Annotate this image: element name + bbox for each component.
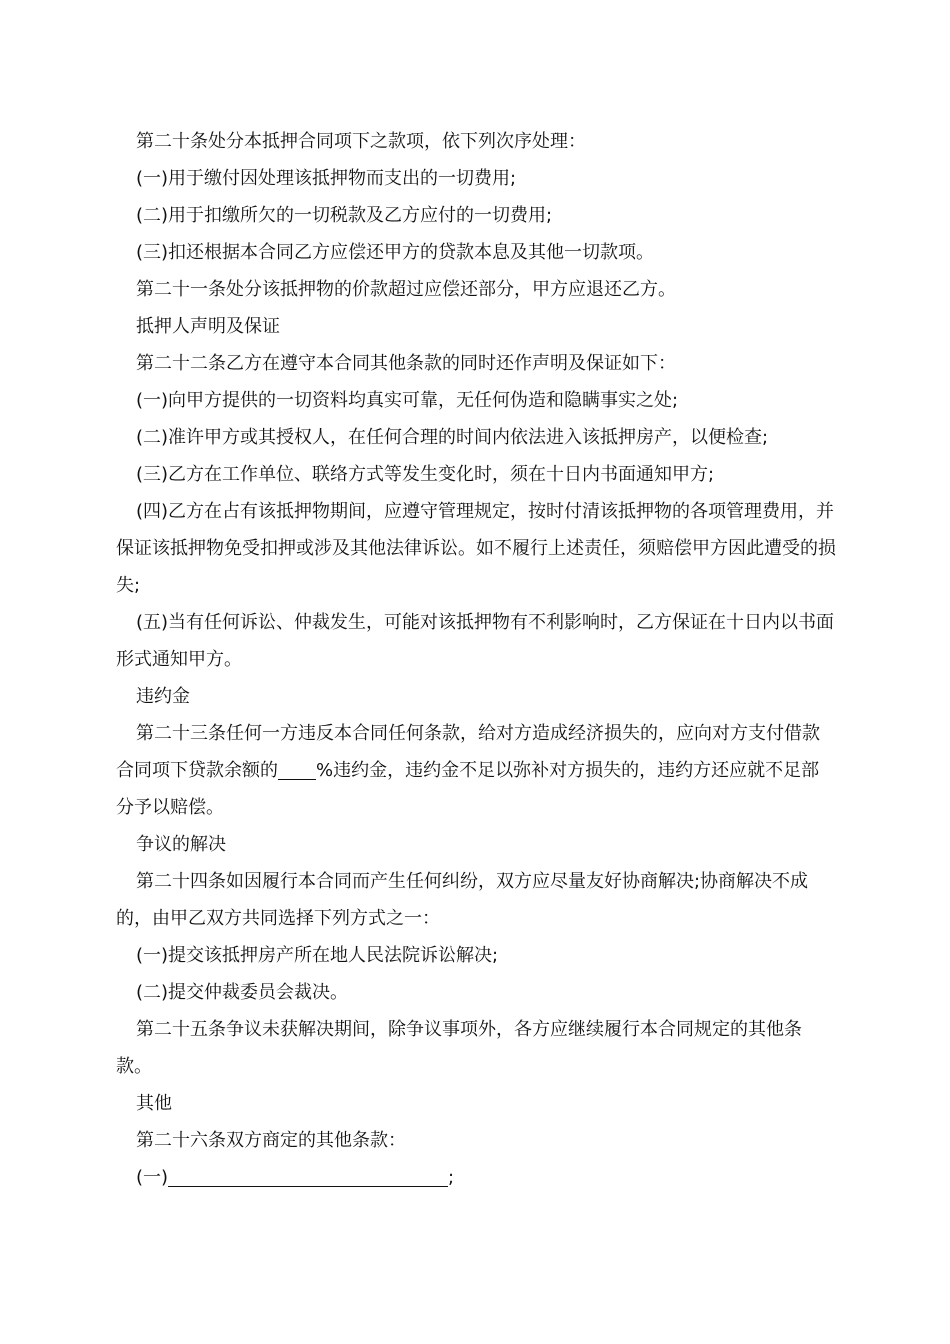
clause-22-item-4: (四)乙方在占有该抵押物期间，应遵守管理规定，按时付清该抵押物的各项管理费用，并保证该抵押物免受扣押或涉及其他法律诉讼。如不履行上述责任，须赔偿甲方因此遭受的损失;: [116, 501, 836, 596]
clause-21: 第二十一条处分该抵押物的价款超过应偿还部分，甲方应退还乙方。: [136, 279, 676, 300]
clause-22-item-3: (三)乙方在工作单位、联络方式等发生变化时，须在十日内书面通知甲方;: [136, 464, 715, 485]
clause-20: 第二十条处分本抵押合同项下之款项，依下列次序处理：: [136, 131, 586, 152]
clause-23-text-end: %违约金，违约金不足以弥补对方损失的，违约方还应就不足部分予以赔偿。: [116, 760, 820, 818]
clause-26-item-1-end: ;: [448, 1167, 455, 1188]
clause-23-text-start: 第二十三条任何一方违反本合同任何条款，给对方造成经济损失的，应向对方支付借款合同项下贷款余额的: [116, 723, 820, 781]
clause-24: 第二十四条如因履行本合同而产生任何纠纷，双方应尽量友好协商解决;协商解决不成的，由甲乙双方共同选择下列方式之一：: [116, 871, 809, 929]
clause-20-item-3: (三)扣还根据本合同乙方应偿还甲方的贷款本息及其他一切款项。: [136, 242, 655, 263]
clause-22: 第二十二条乙方在遵守本合同其他条款的同时还作声明及保证如下：: [136, 353, 676, 374]
section-heading-other: 其他: [136, 1093, 172, 1114]
clause-26-item-1-label: (一): [136, 1167, 169, 1188]
clause-26: 第二十六条双方商定的其他条款：: [136, 1130, 406, 1151]
section-heading-penalty: 违约金: [136, 686, 190, 707]
clause-26-item-1: [116, 1159, 836, 1196]
clause-20-item-2: (二)用于扣缴所欠的一切税款及乙方应付的一切费用;: [136, 205, 553, 226]
clause-25: 第二十五条争议未获解决期间，除争议事项外，各方应继续履行本合同规定的其他条款。: [116, 1019, 802, 1077]
clause-24-item-1: (一)提交该抵押房产所在地人民法院诉讼解决;: [136, 945, 499, 966]
clause-24-item-2: (二)提交仲裁委员会裁决。: [136, 982, 349, 1003]
other-terms-blank: [168, 1164, 448, 1187]
clause-23: [116, 715, 836, 826]
section-heading-dispute: 争议的解决: [136, 834, 226, 855]
clause-22-item-5: (五)当有任何诉讼、仲裁发生，可能对该抵押物有不利影响时，乙方保证在十日内以书面形式通知甲方。: [116, 612, 835, 670]
clause-20-item-1: (一)用于缴付因处理该抵押物而支出的一切费用;: [136, 168, 517, 189]
section-heading-mortgagor-declaration: 抵押人声明及保证: [136, 316, 280, 337]
clause-22-item-1: (一)向甲方提供的一切资料均真实可靠，无任何伪造和隐瞒事实之处;: [136, 390, 679, 411]
document-body: [116, 123, 836, 1196]
penalty-rate-blank: [278, 757, 316, 780]
clause-22-item-2: (二)准许甲方或其授权人，在任何合理的时间内依法进入该抵押房产，以便检查;: [136, 427, 769, 448]
